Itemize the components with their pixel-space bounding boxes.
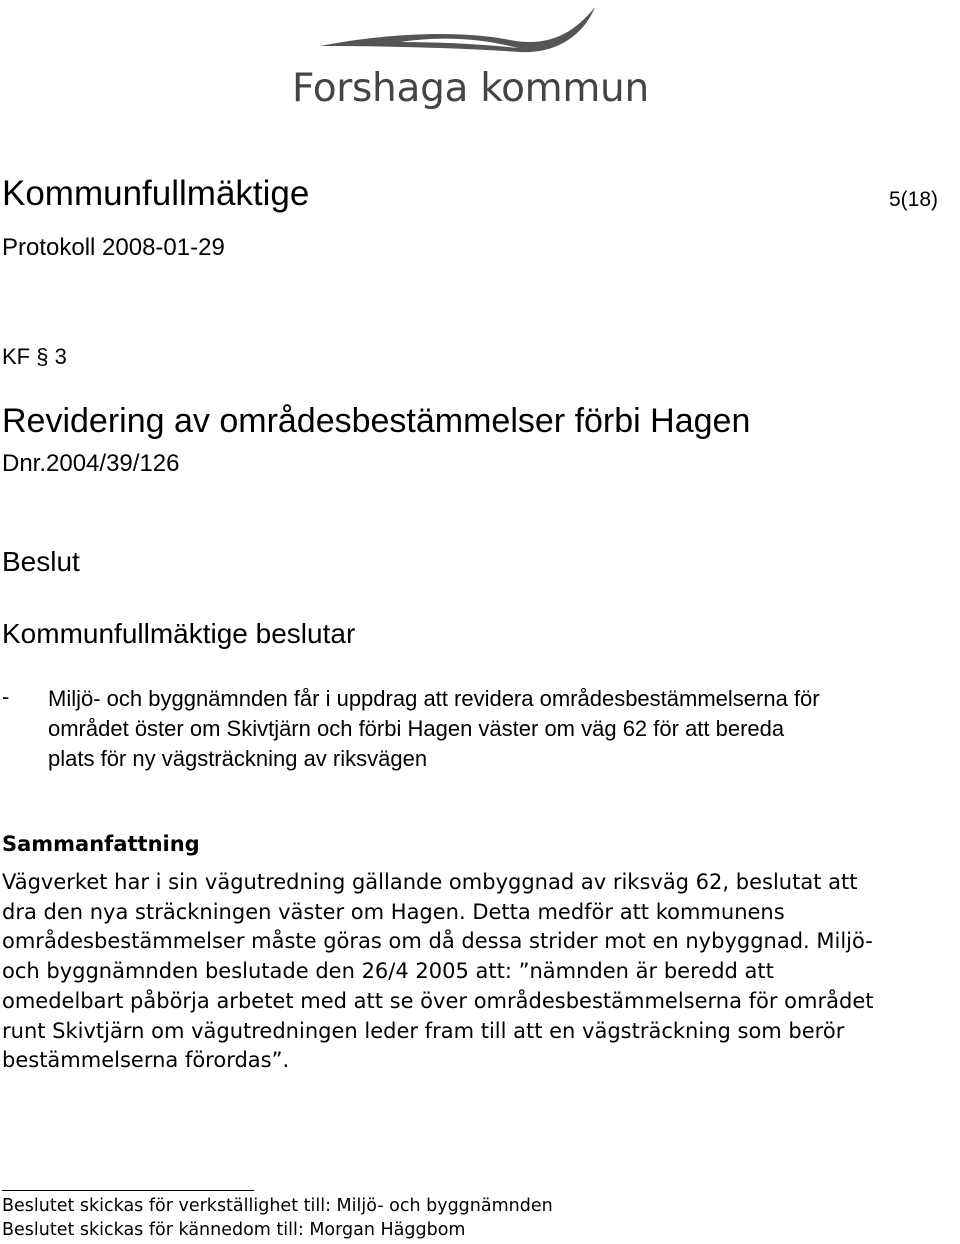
summary-body (2, 868, 960, 1076)
summary-line: runt Skivtjärn om vägutredningen leder fram till att en vägsträckning som berör (2, 1018, 845, 1043)
logo-text: Forshaga kommun (292, 66, 649, 111)
summary-line: områdesbestämmelser måste göras om då dessa strider mot en nybyggnad. Miljö- (2, 929, 873, 954)
bullet-line: plats för ny vägsträckning av riksvägen (48, 746, 428, 771)
summary-heading: Sammanfattning (2, 832, 200, 856)
summary-line: Vägverket har i sin vägutredning gällande ombyggnad av riksväg 62, beslutat att (2, 870, 858, 894)
bullet-marker: - (2, 684, 10, 709)
summary-line: dra den nya sträckningen väster om Hagen. Detta medför att kommunens (2, 899, 785, 924)
summary-line: omedelbart påbörja arbetet med att se över områdesbestämmelserna för området (2, 988, 874, 1013)
decision-subheading: Kommunfullmäktige beslutar (2, 618, 356, 649)
page-title: Kommunfullmäktige (2, 174, 310, 213)
decision-heading: Beslut (2, 546, 80, 577)
summary-line: bestämmelserna förordas”. (2, 1048, 290, 1073)
bullet-line: Miljö- och byggnämnden får i uppdrag att revidera områdesbestämmelserna för (48, 686, 820, 711)
footer-divider (2, 1190, 254, 1191)
forshaga-logo (280, 2, 649, 120)
page-number: 5(18) (888, 188, 938, 211)
logo-wave-icon (280, 2, 630, 72)
case-number: Dnr.2004/39/126 (2, 450, 180, 477)
paragraph-number: KF § 3 (2, 344, 67, 369)
decision-bullet (48, 684, 958, 774)
summary-line: och byggnämnden beslutade den 26/4 2005 att: ”nämnden är beredd att (2, 959, 774, 984)
footer-execution: Beslutet skickas för verkställighet till: Miljö- och byggnämnden (2, 1196, 553, 1216)
subject-heading: Revidering av områdesbestämmelser förbi Hagen (2, 402, 751, 440)
footer-notice: Beslutet skickas för kännedom till: Morgan Häggbom (2, 1220, 466, 1240)
bullet-line: området öster om Skivtjärn och förbi Hagen väster om väg 62 för att bereda (48, 716, 785, 741)
protocol-date: Protokoll 2008-01-29 (2, 234, 225, 261)
